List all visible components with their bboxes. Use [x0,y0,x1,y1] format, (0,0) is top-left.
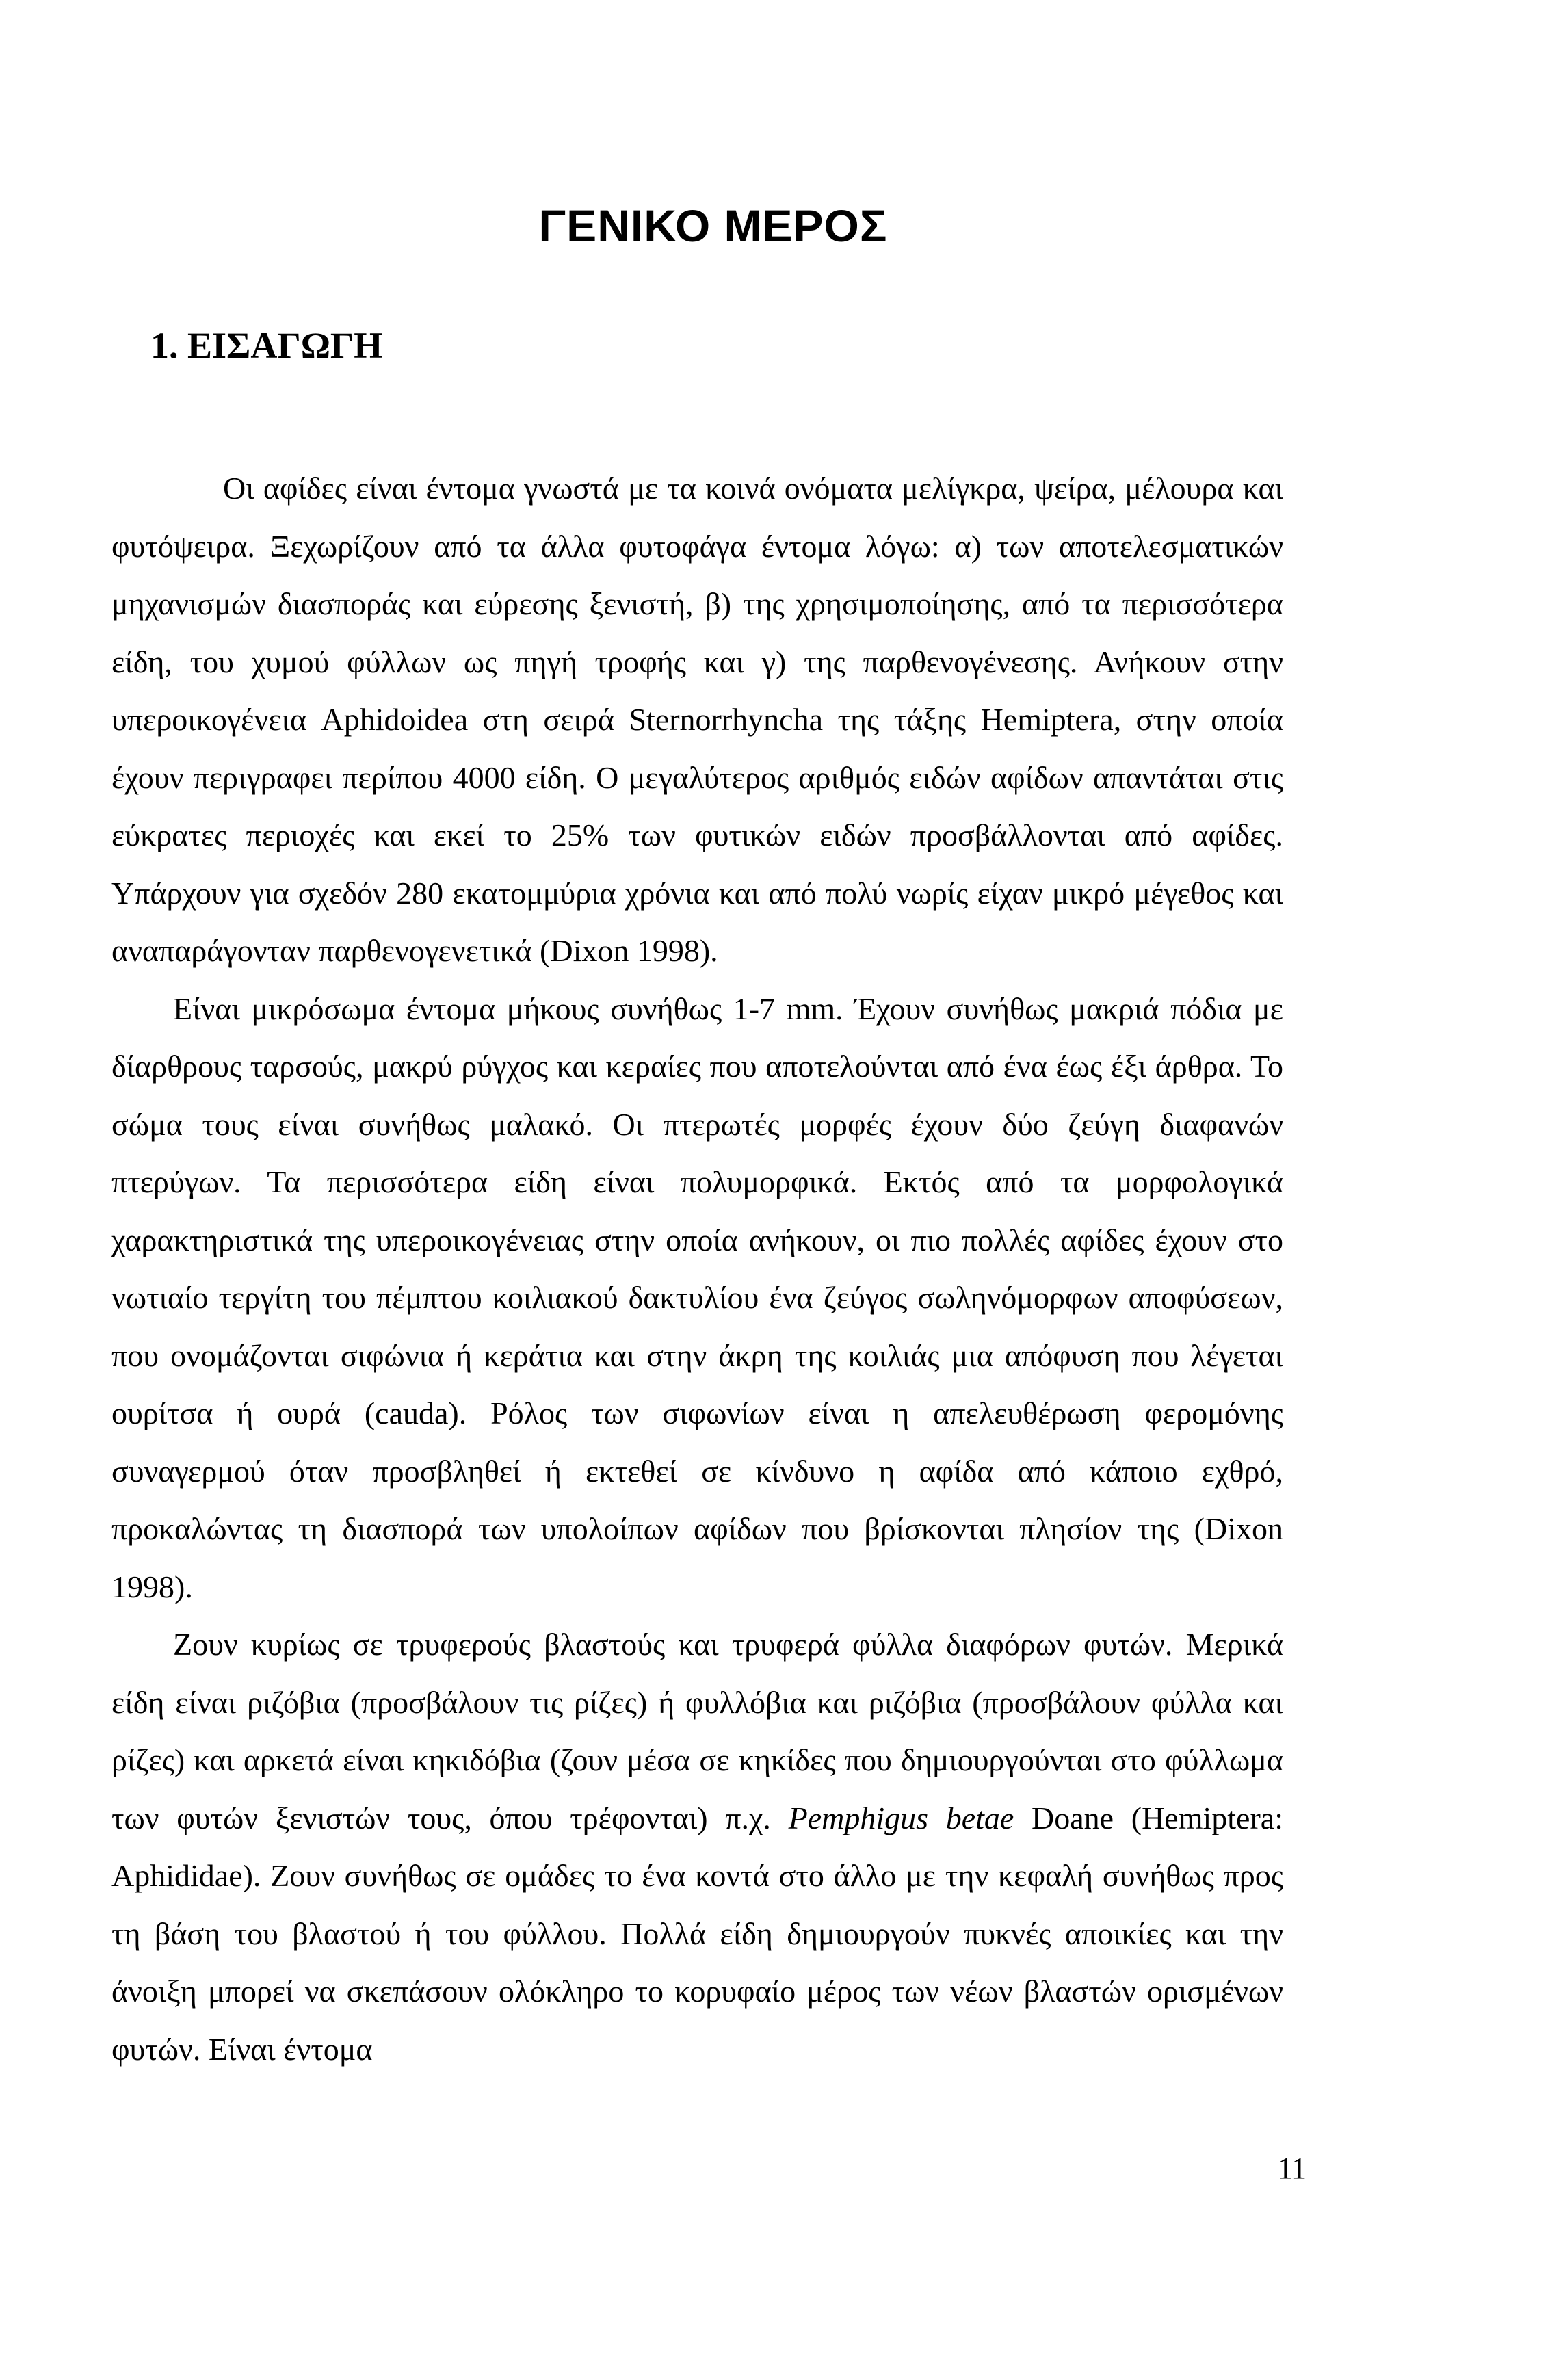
section-heading: 1. ΕΙΣΑΓΩΓΗ [150,325,383,366]
paragraph-1: Οι αφίδες είναι έντομα γνωστά με τα κοινά ονόματα μελίγκρα, ψείρα, μέλουρα και φυτόψειρα. Ξεχωρίζουν από τα άλλα φυτοφάγα έντομα λόγω: α) των αποτελεσματικών μηχανισμών διασποράς και εύρεσης ξενιστή, β) της χρησιμοποίησης, από τα περισσότερα είδη, του χυμού φύλλων ως πηγή τροφής και γ) της παρθενογένεσης. Ανήκουν στην υπεροικογένεια Aphidoidea στη σειρά Sternorrhyncha της τάξης Hemiptera, στην οποία έχουν περιγραφει περίπου 4000 είδη. Ο μεγαλύτερος αριθμός ειδών αφίδων απαντάται στις εύκρατες περιοχές και εκεί το 25% των φυτικών ειδών προσβάλλονται από αφίδες. Υπάρχουν για σχεδόν 280 εκατομμύρια χρόνια και από πολύ νωρίς είχαν μικρό μέγεθος και αναπαράγονταν παρθενογενετικά (Dixon 1998). [111,471,1283,968]
paragraph-3-text-b: Doane (Hemiptera: Aphididae). Ζουν συνήθως σε ομάδες το ένα κοντά στο άλλο με την κεφαλή συνήθως προς τη βάση του βλαστού ή του φύλλου. Πολλά είδη δημιουργούν πυκνές αποικίες και την άνοιξη μπορεί να σκεπάσουν ολόκληρο το κορυφαίο μέρος των νέων βλαστών ορισμένων φυτών. Είναι έντομα [111,1800,1283,2067]
page-number: 11 [1277,2152,1306,2185]
paragraph-3-text-a: Ζουν κυρίως σε τρυφερούς βλαστούς και τρυφερά φύλλα διαφόρων φυτών. Μερικά είδη είναι ριζόβια (προσβάλουν τις ρίζες) ή φυλλόβια και ριζόβια (προσβάλουν φύλλα και ρίζες) και αρκετά είναι κηκιδόβια (ζουν μέσα σε κηκίδες που δημιουργούνται στο φύλλωμα των φυτών ξενιστών τους, όπου τρέφονται) π.χ. [111,1627,1283,1835]
species-name: Pemphigus betae [788,1800,1014,1835]
paragraph-3 [111,1616,1283,2078]
paragraph-2: Είναι μικρόσωμα έντομα μήκους συνήθως 1-7 mm. Έχουν συνήθως μακριά πόδια με δίαρθρους ταρσούς, μακρύ ρύγχος και κεραίες που αποτελούνται από ένα έως έξι άρθρα. Το σώμα τους είναι συνήθως μαλακό. Οι πτερωτές μορφές έχουν δύο ζεύγη διαφανών πτερύγων. Τα περισσότερα είδη είναι πολυμορφικά. Εκτός από τα μορφολογικά χαρακτηριστικά της υπεροικογένειας στην οποία ανήκουν, οι πιο πολλές αφίδες έχουν στο νωτιαίο τεργίτη του πέμπτου κοιλιακού δακτυλίου ένα ζεύγος σωληνόμορφων αποφύσεων, που ονομάζονται σιφώνια ή κεράτια και στην άκρη της κοιλιάς μια απόφυση που λέγεται ουρίτσα ή ουρά (cauda). Ρόλος των σιφωνίων είναι η απελευθέρωση φερομόνης συναγερμού όταν προσβληθεί ή εκτεθεί σε κίνδυνο η αφίδα από κάποιο εχθρό, προκαλώντας τη διασπορά των υπολοίπων αφίδων που βρίσκονται πλησίον της (Dixon 1998). [111,991,1283,1604]
body-text [111,460,1283,2078]
main-heading: ΓΕΝΙΚΟ ΜΕΡΟΣ [538,200,888,251]
